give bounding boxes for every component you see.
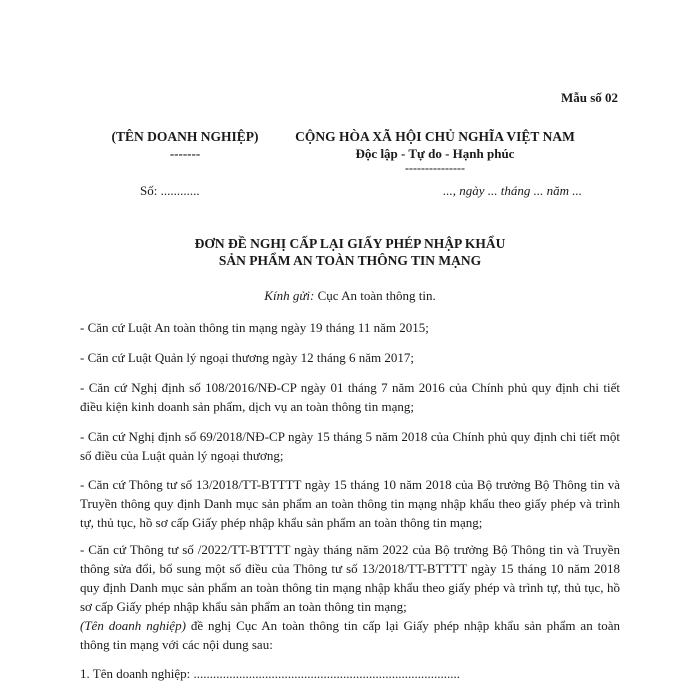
basis-item: - Căn cứ Thông tư số 13/2018/TT-BTTTT ngày 15 tháng 10 năm 2018 của Bộ trưởng Bộ Thông tin và Truyền thông quy định Danh mục sản phẩm an toàn thông tin mạng nhập khẩu theo giấy phép và trình tự, thủ tục, hồ sơ cấp Giấy phép nhập khẩu sản phẩm an toàn thông tin mạng;: [80, 477, 620, 530]
motto-line: ---------------: [405, 161, 465, 175]
basis-item: - Căn cứ Thông tư số /2022/TT-BTTTT ngày tháng năm 2022 của Bộ trưởng Bộ Thông tin và Truyền thông sửa đổi, bổ sung một số điều của Thông tư số 13/2018/TT-BTTTT ngày 15 tháng 10 năm 2018 quy định Danh mục sản phẩm an toàn thông tin mạng nhập khẩu theo giấy phép và trình tự, thủ tục, hồ sơ cấp Giấy phép nhập khẩu sản phẩm an toàn thông tin mạng;: [80, 542, 620, 614]
motto: Độc lập - Tự do - Hạnh phúc: [355, 146, 515, 161]
form-code: Mẫu số 02: [560, 90, 618, 105]
company-placeholder: (TÊN DOANH NGHIỆP): [111, 129, 259, 144]
basis-item: - Căn cứ Nghị định số 69/2018/NĐ-CP ngày 15 tháng 5 năm 2018 của Chính phủ quy định chi tiết một số điều của Luật quản lý ngoại thương;: [80, 429, 620, 463]
basis-item: - Căn cứ Luật Quản lý ngoại thương ngày 12 tháng 6 năm 2017;: [80, 350, 414, 365]
basis-item: - Căn cứ Luật An toàn thông tin mạng ngày 19 tháng 11 năm 2015;: [80, 320, 429, 335]
request-paragraph: [80, 616, 620, 654]
item-company-name: 1. Tên doanh nghiệp: ..................................................................................: [80, 666, 460, 681]
request-company: (Tên doanh nghiệp): [80, 618, 186, 633]
request-text: đề nghị Cục An toàn thông tin cấp lại Giấy phép nhập khẩu sản phẩm an toàn thông tin mạng với các nội dung sau:: [80, 618, 621, 652]
recipient: [80, 288, 620, 304]
recipient-name: Cục An toàn thông tin.: [317, 288, 436, 303]
date-line: ..., ngày ... tháng ... năm ...: [442, 183, 582, 198]
basis-item: - Căn cứ Nghị định số 108/2016/NĐ-CP ngày 01 tháng 7 năm 2016 của Chính phủ quy định chi tiết điều kiện kinh doanh sản phẩm, dịch vụ an toàn thông tin mạng;: [80, 380, 620, 414]
title-line-1: ĐƠN ĐỀ NGHỊ CẤP LẠI GIẤY PHÉP NHẬP KHẨU: [194, 236, 506, 251]
document-number: Số: ............: [140, 183, 200, 198]
recipient-label: Kính gửi:: [264, 288, 315, 303]
company-dashes: -------: [169, 146, 201, 161]
country-name: CỘNG HÒA XÃ HỘI CHỦ NGHĨA VIỆT NAM: [295, 129, 575, 144]
title-line-2: SẢN PHẨM AN TOÀN THÔNG TIN MẠNG: [218, 253, 482, 268]
